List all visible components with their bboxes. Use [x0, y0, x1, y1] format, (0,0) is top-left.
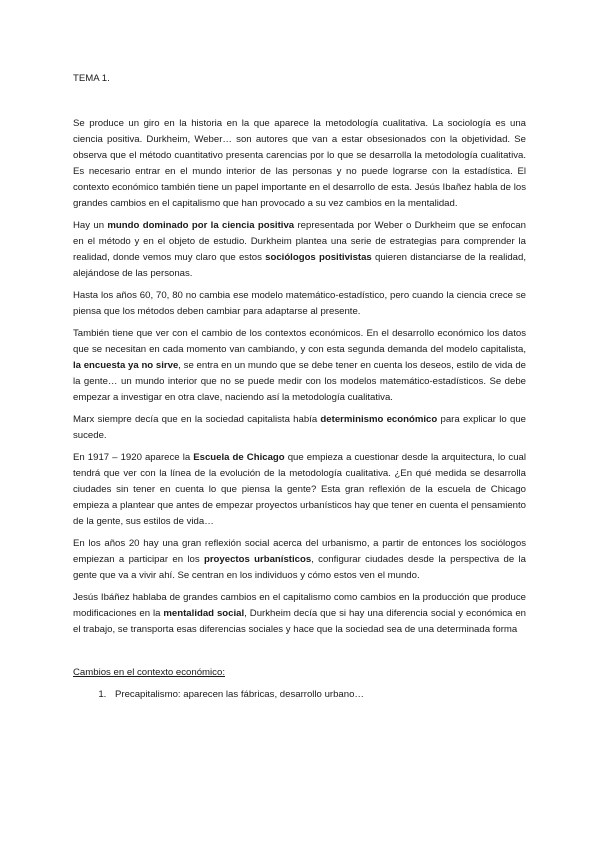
- paragraph: [73, 116, 526, 212]
- text-run: , se entra en un mundo que se debe tener en cuenta los deseos, estilo de vida de la gente… un mundo interior que no se puede medir con los modelos matemático-estadísticos. Se debe empezar a investigar en otra clave, naciendo así la metodología cualitativa.: [73, 360, 526, 403]
- text-run: , Durkheim decía que si hay una diferencia social y económica en el trabajo, se transporta esas diferencias sociales y hace que la sociedad sea de una determinada forma: [73, 608, 526, 635]
- bold-phrase: la encuesta ya no sirve: [73, 360, 179, 371]
- bold-phrase: mundo dominado por la ciencia positiva: [107, 220, 295, 231]
- document-heading: TEMA 1.: [73, 73, 110, 84]
- text-run: , configurar ciudades desde la perspectiva de la gente que va a vivir ahí. Se centran en los individuos y cómo estos ven el mundo.: [73, 554, 526, 581]
- text-run: Hay un: [73, 220, 108, 231]
- text-run: Marx siempre decía que en la sociedad capitalista había: [73, 414, 321, 425]
- text-run: En los años 20 hay una gran reflexión social acerca del urbanismo, a partir de entonces los sociólogos empiezan a participar en los: [73, 538, 526, 565]
- bold-phrase: sociólogos positivistas: [265, 252, 372, 263]
- bold-phrase: Escuela de Chicago: [193, 452, 285, 463]
- text-run: que empieza a cuestionar desde la arquitectura, lo cual tendrá que ver con la línea de la evolución de la metodología cualitativa. ¿En qué medida se desarrolla ciudades sin tener en cuenta lo que piensa la gente? Esta gran reflexión de la escuela de Chicago empieza a plantear que antes de empezar proyectos urbanísticos hay que tener en cuenta el pensamiento de la gente, sus estilos de vida…: [73, 452, 526, 527]
- paragraph: [73, 536, 526, 584]
- text-run: En 1917 – 1920 aparece la: [73, 452, 194, 463]
- list-item: 1. Precapitalismo: aparecen las fábricas, desarrollo urbano…: [109, 687, 526, 703]
- bold-phrase: mentalidad social: [163, 608, 245, 619]
- text-run: Hasta los años 60, 70, 80 no cambia ese modelo matemático-estadístico, pero cuando la ciencia crece se piensa que los métodos deben cambiar para adaptarse al presente.: [73, 290, 526, 317]
- text-run: para explicar lo que sucede.: [73, 414, 526, 441]
- paragraph: [73, 412, 526, 444]
- bold-phrase: determinismo económico: [320, 414, 438, 425]
- paragraph: [73, 218, 526, 282]
- paragraph: [73, 450, 526, 530]
- text-run: Se produce un giro en la historia en la que aparece la metodología cualitativa. La sociología es una ciencia positiva. Durkheim, Weber… son autores que van a estar obsesionados con la objetividad. Se observa que el método cuantitativo presenta carencias por lo que se desarrolla la metodología cualitativa. Es necesario entrar en el mundo interior de las personas y no puede lograrse con la estadística. El contexto económico también tiene un papel importante en el desarrollo de esta. Jesús Ibañez habla de los grandes cambios en el capitalismo que han provocado a su vez cambios en la mentalidad.: [73, 118, 526, 209]
- text-run: También tiene que ver con el cambio de los contextos económicos. En el desarrollo económico los datos que se necesitan en cada momento van cambiando, y con esta segunda demanda del modelo capitalista,: [73, 328, 526, 355]
- bold-phrase: proyectos urbanísticos: [203, 554, 312, 565]
- text-run: quieren distanciarse de la realidad, alejándose de las personas.: [73, 252, 527, 279]
- text-run: Jesús Ibáñez hablaba de grandes cambios en el capitalismo como cambios en la producción que produce modificaciones en la: [73, 592, 526, 619]
- paragraph: [73, 590, 526, 638]
- numbered-list: [73, 687, 526, 703]
- paragraph: [73, 326, 526, 406]
- section-title: Cambios en el contexto económico:: [73, 667, 225, 678]
- body-text: [73, 116, 526, 638]
- text-run: representada por Weber o Durkheim que se enfocan en el método y en el objeto de estudio. Durkheim plantea una serie de estrategias para comprender la realidad, donde vemos muy claro que estos: [73, 220, 526, 263]
- paragraph: [73, 288, 526, 320]
